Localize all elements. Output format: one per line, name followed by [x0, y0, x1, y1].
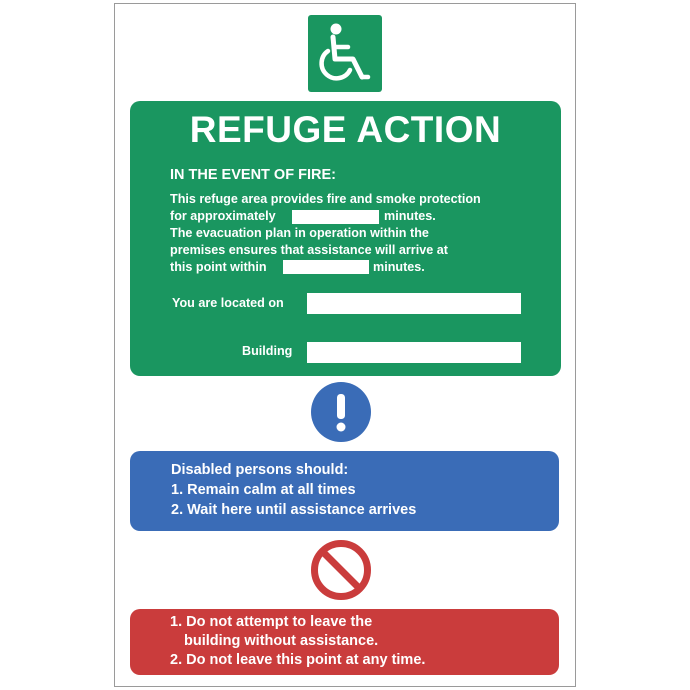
disabled-heading: Disabled persons should:: [171, 462, 349, 478]
page-title: REFUGE ACTION: [189, 109, 502, 150]
disabled-persons-panel: [130, 451, 559, 531]
prohibited-item-2: 2. Do not leave this point at any time.: [170, 652, 426, 668]
prohibited-item-1-line-1: 1. Do not attempt to leave the: [170, 614, 373, 630]
protection-minutes-blank: [292, 210, 379, 224]
refuge-text-line-3: The evacuation plan in operation within the: [170, 226, 429, 240]
disabled-item-2: 2. Wait here until assistance arrives: [171, 502, 417, 518]
assistance-minutes-blank: [283, 260, 369, 274]
refuge-text-line-5-end: minutes.: [373, 260, 425, 274]
located-on-label: You are located on: [172, 296, 284, 310]
wheelchair-icon: [308, 15, 382, 92]
building-label: Building: [242, 344, 293, 358]
exclamation-icon: [311, 382, 371, 442]
fire-subheading: IN THE EVENT OF FIRE:: [170, 167, 336, 183]
building-field: [307, 342, 521, 363]
prohibited-item-1-line-2: building without assistance.: [184, 633, 379, 649]
refuge-text-line-2-end: minutes.: [384, 209, 436, 223]
refuge-text-line-1: This refuge area provides fire and smoke protection: [170, 192, 481, 206]
disabled-item-1: 1. Remain calm at all times: [171, 482, 356, 498]
located-on-field: [307, 293, 521, 314]
refuge-text-line-2-start: for approximately: [170, 209, 276, 223]
prohibition-icon: [310, 539, 372, 601]
refuge-text-line-5-start: this point within: [170, 260, 267, 274]
refuge-text-line-4: premises ensures that assistance will arrive at: [170, 243, 448, 257]
refuge-action-panel: [130, 101, 561, 376]
wheelchair-sign: [308, 15, 382, 92]
prohibited-actions-panel: [130, 609, 559, 675]
